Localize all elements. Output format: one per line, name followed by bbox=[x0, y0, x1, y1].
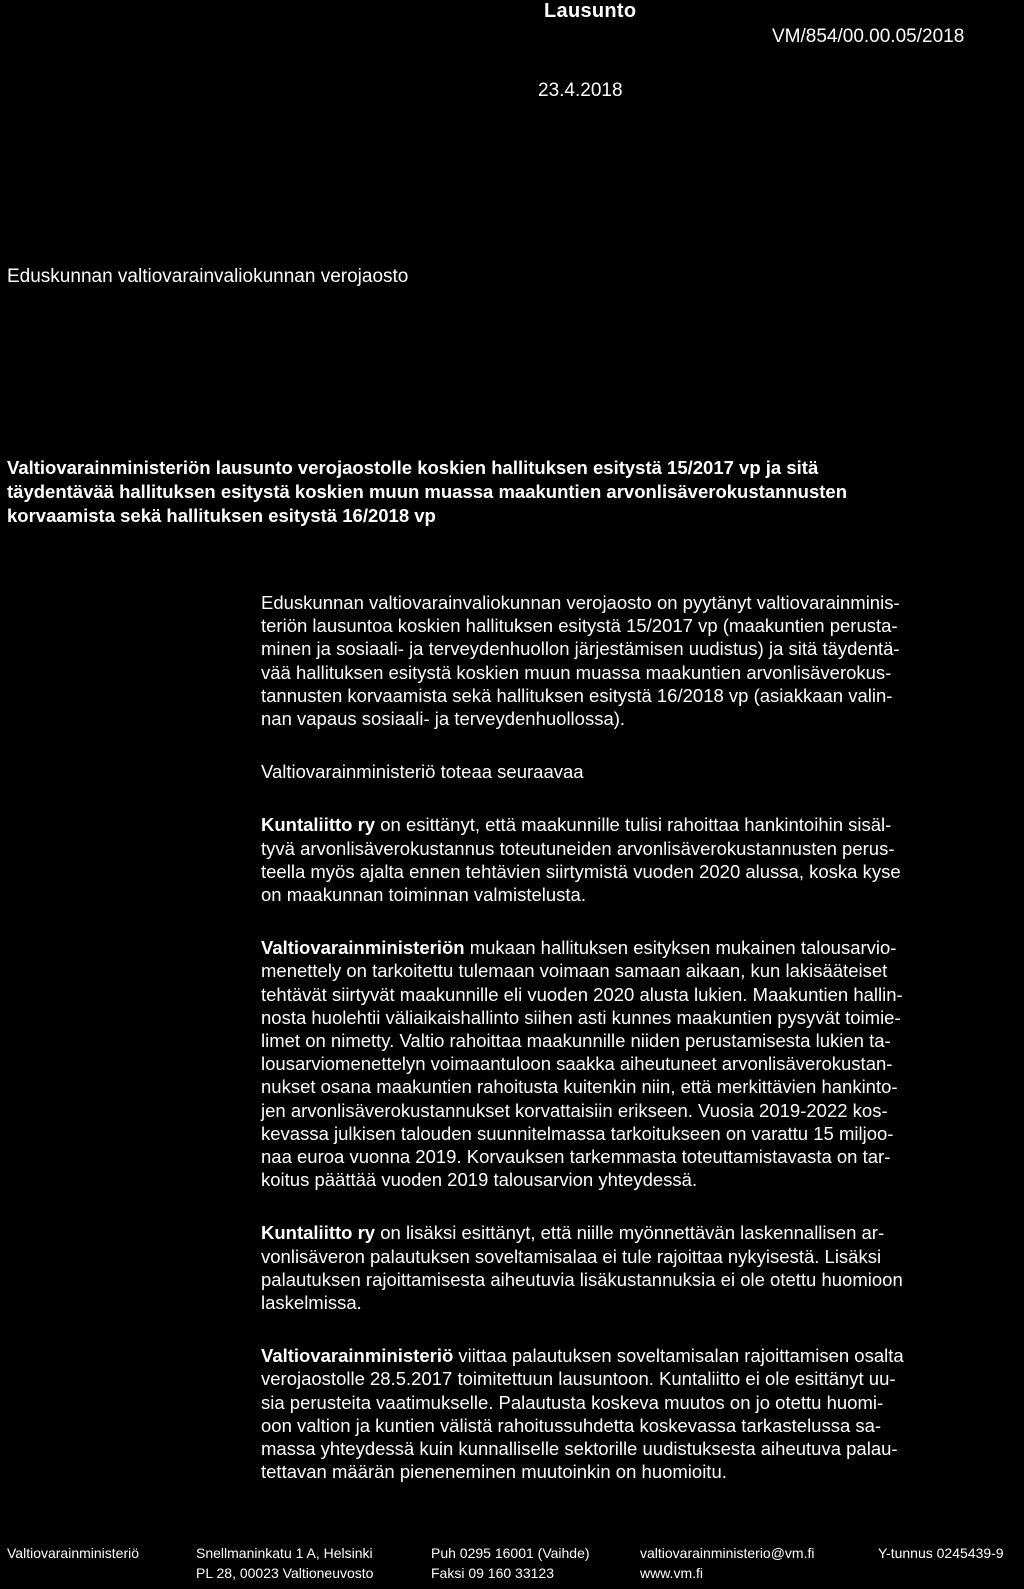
body-line: limet on nimetty. Valtio rahoittaa maakunnille niiden perustamisesta lukien ta- bbox=[261, 1030, 891, 1052]
body-text: mukaan hallituksen esityksen mukainen talousarvio- bbox=[464, 937, 897, 959]
paragraph-kuntaliitto-2 bbox=[261, 1221, 1001, 1314]
body-line: Valtiovarainministeriö toteaa seuraavaa bbox=[261, 761, 584, 783]
subject-line: täydentävää hallituksen esitystä koskien muun muassa maakuntien arvonlisäverokustannusten bbox=[7, 481, 848, 502]
body-line: teriön lausuntoa koskien hallituksen esitystä 15/2017 vp (maakuntien perusta- bbox=[261, 615, 898, 637]
body-line: lousarviomenettelyn voimaantuloon saakka aiheutuneet arvonlisäverokustan- bbox=[261, 1053, 893, 1075]
body-line: nukset osana maakuntien rahoitusta kuitenkin niin, että merkittävien hankinto- bbox=[261, 1076, 898, 1098]
body-line: massa yhteydessä kuin kunnalliselle sektorille uudistuksesta aiheutuva palau- bbox=[261, 1438, 898, 1460]
footer-email-link[interactable]: valtiovarainministerio@vm.fi bbox=[640, 1545, 815, 1561]
body-line: tettavan määrän pieneneminen muutoinkin on huomioitu. bbox=[261, 1461, 727, 1483]
body-line: sia perusteita vaatimukselle. Palautusta koskeva muutos on jo otettu huomi- bbox=[261, 1391, 884, 1413]
body-line: verojaostolle 28.5.2017 toimitettuun lausuntoon. Kuntaliitto ei ole esittänyt uu- bbox=[261, 1368, 896, 1390]
body-line: tyvä arvonlisäverokustannus toteutuneiden arvonlisäverokustannusten perus- bbox=[261, 837, 895, 859]
paragraph-lead: Valtiovarainministeriön bbox=[261, 937, 465, 959]
body-line: tannusten korvaamista sekä hallituksen esitystä 16/2018 vp (asiakkaan valin- bbox=[261, 684, 893, 706]
paragraph-request bbox=[261, 591, 1001, 730]
footer-business-id: Y-tunnus 0245439-9 bbox=[878, 1545, 1004, 1561]
body-line bbox=[261, 1344, 1001, 1367]
body-line: nan vapaus sosiaali- ja terveydenhuollossa). bbox=[261, 708, 626, 730]
subject-line: korvaamista sekä hallituksen esitystä 16/2018 vp bbox=[7, 505, 436, 526]
body-line bbox=[261, 936, 1001, 959]
body-line: minen ja sosiaali- ja terveydenhuollon järjestämisen uudistus) ja sitä täydentä- bbox=[261, 638, 900, 660]
paragraph-lead: Kuntaliitto ry bbox=[261, 1222, 376, 1244]
body-line: koitus päättää vuoden 2019 talousarvion yhteydessä. bbox=[261, 1169, 698, 1191]
body-line: Eduskunnan valtiovarainvaliokunnan verojaosto on pyytänyt valtiovarainminis- bbox=[261, 592, 900, 613]
document-type: Lausunto bbox=[544, 0, 637, 22]
paragraph-kuntaliitto-1 bbox=[261, 813, 1001, 906]
body-line bbox=[261, 813, 1001, 836]
body-line: oon valtion ja kuntien välistä rahoitussuhdetta koskevassa tarkastelussa sa- bbox=[261, 1414, 882, 1436]
reference-number: VM/854/00.00.05/2018 bbox=[772, 26, 965, 47]
footer-street: Snellmaninkatu 1 A, Helsinki bbox=[196, 1545, 373, 1561]
footer-contact bbox=[431, 1543, 590, 1583]
paragraph-lead: Kuntaliitto ry bbox=[261, 814, 376, 836]
body-line: vää hallituksen esitystä koskien muun muassa maakuntien arvonlisäverokus- bbox=[261, 661, 892, 683]
body-line: nosta huolehtii väliaikaishallinto siihen asti kunnes maakuntien pysyvät toimie- bbox=[261, 1006, 901, 1028]
paragraph-intro bbox=[261, 760, 1001, 783]
footer-web-link[interactable]: www.vm.fi bbox=[640, 1565, 703, 1581]
subject-line: Valtiovarainministeriön lausunto verojaostolle koskien hallituksen esitystä 15/2017 vp ja sitä bbox=[7, 457, 819, 478]
footer-fax: Faksi 09 160 33123 bbox=[431, 1565, 554, 1581]
document-date: 23.4.2018 bbox=[538, 80, 623, 101]
body-line: vonlisäveron palautuksen soveltamisalaa ei tule rajoittaa nykyisestä. Lisäksi bbox=[261, 1245, 882, 1267]
paragraph-ministry-2 bbox=[261, 1344, 1001, 1483]
body-line: on maakunnan toiminnan valmistelusta. bbox=[261, 884, 586, 906]
footer-address bbox=[196, 1543, 373, 1583]
body-line: kevassa julkisen talouden suunnitelmassa tarkoitukseen on varattu 15 miljoo- bbox=[261, 1122, 894, 1144]
document-body bbox=[261, 591, 1001, 1514]
body-line: tehtävät siirtyvät maakunnille eli vuoden 2020 alusta lukien. Maakuntien hallin- bbox=[261, 983, 903, 1005]
body-text: viittaa palautuksen soveltamisalan rajoittamisen osalta bbox=[453, 1345, 904, 1367]
body-line: palautuksen rajoittamisesta aiheutuvia lisäkustannuksia ei ole otettu huomioon bbox=[261, 1268, 903, 1290]
footer-phone: Puh 0295 16001 (Vaihde) bbox=[431, 1545, 590, 1561]
body-line: teella myös ajalta ennen tehtävien siirtymistä vuoden 2020 alussa, koska kyse bbox=[261, 860, 901, 882]
body-line: jen arvonlisäverokustannukset korvattaisiin erikseen. Vuosia 2019-2022 kos- bbox=[261, 1099, 888, 1121]
body-text: on lisäksi esittänyt, että niille myönnettävän laskennallisen ar- bbox=[375, 1222, 885, 1244]
paragraph-lead: Valtiovarainministeriö bbox=[261, 1345, 454, 1367]
body-text: on esittänyt, että maakunnille tulisi rahoittaa hankintoihin sisäl- bbox=[375, 814, 892, 836]
body-line: menettely on tarkoitettu tulemaan voimaan samaan aikaan, kun lakisääteiset bbox=[261, 960, 888, 982]
body-line: naa euroa vuonna 2019. Korvauksen tarkemmasta toteuttamistavasta on tar- bbox=[261, 1146, 891, 1168]
recipient: Eduskunnan valtiovarainvaliokunnan verojaosto bbox=[7, 266, 409, 287]
body-line bbox=[261, 1221, 1001, 1244]
paragraph-ministry-1 bbox=[261, 936, 1001, 1191]
footer-org bbox=[7, 1543, 139, 1563]
footer-business bbox=[878, 1543, 1004, 1563]
footer-org-name: Valtiovarainministeriö bbox=[7, 1545, 140, 1561]
body-line: laskelmissa. bbox=[261, 1292, 362, 1314]
footer-postal: PL 28, 00023 Valtioneuvosto bbox=[196, 1565, 374, 1581]
footer-online bbox=[640, 1543, 814, 1583]
subject-heading bbox=[7, 456, 1007, 528]
